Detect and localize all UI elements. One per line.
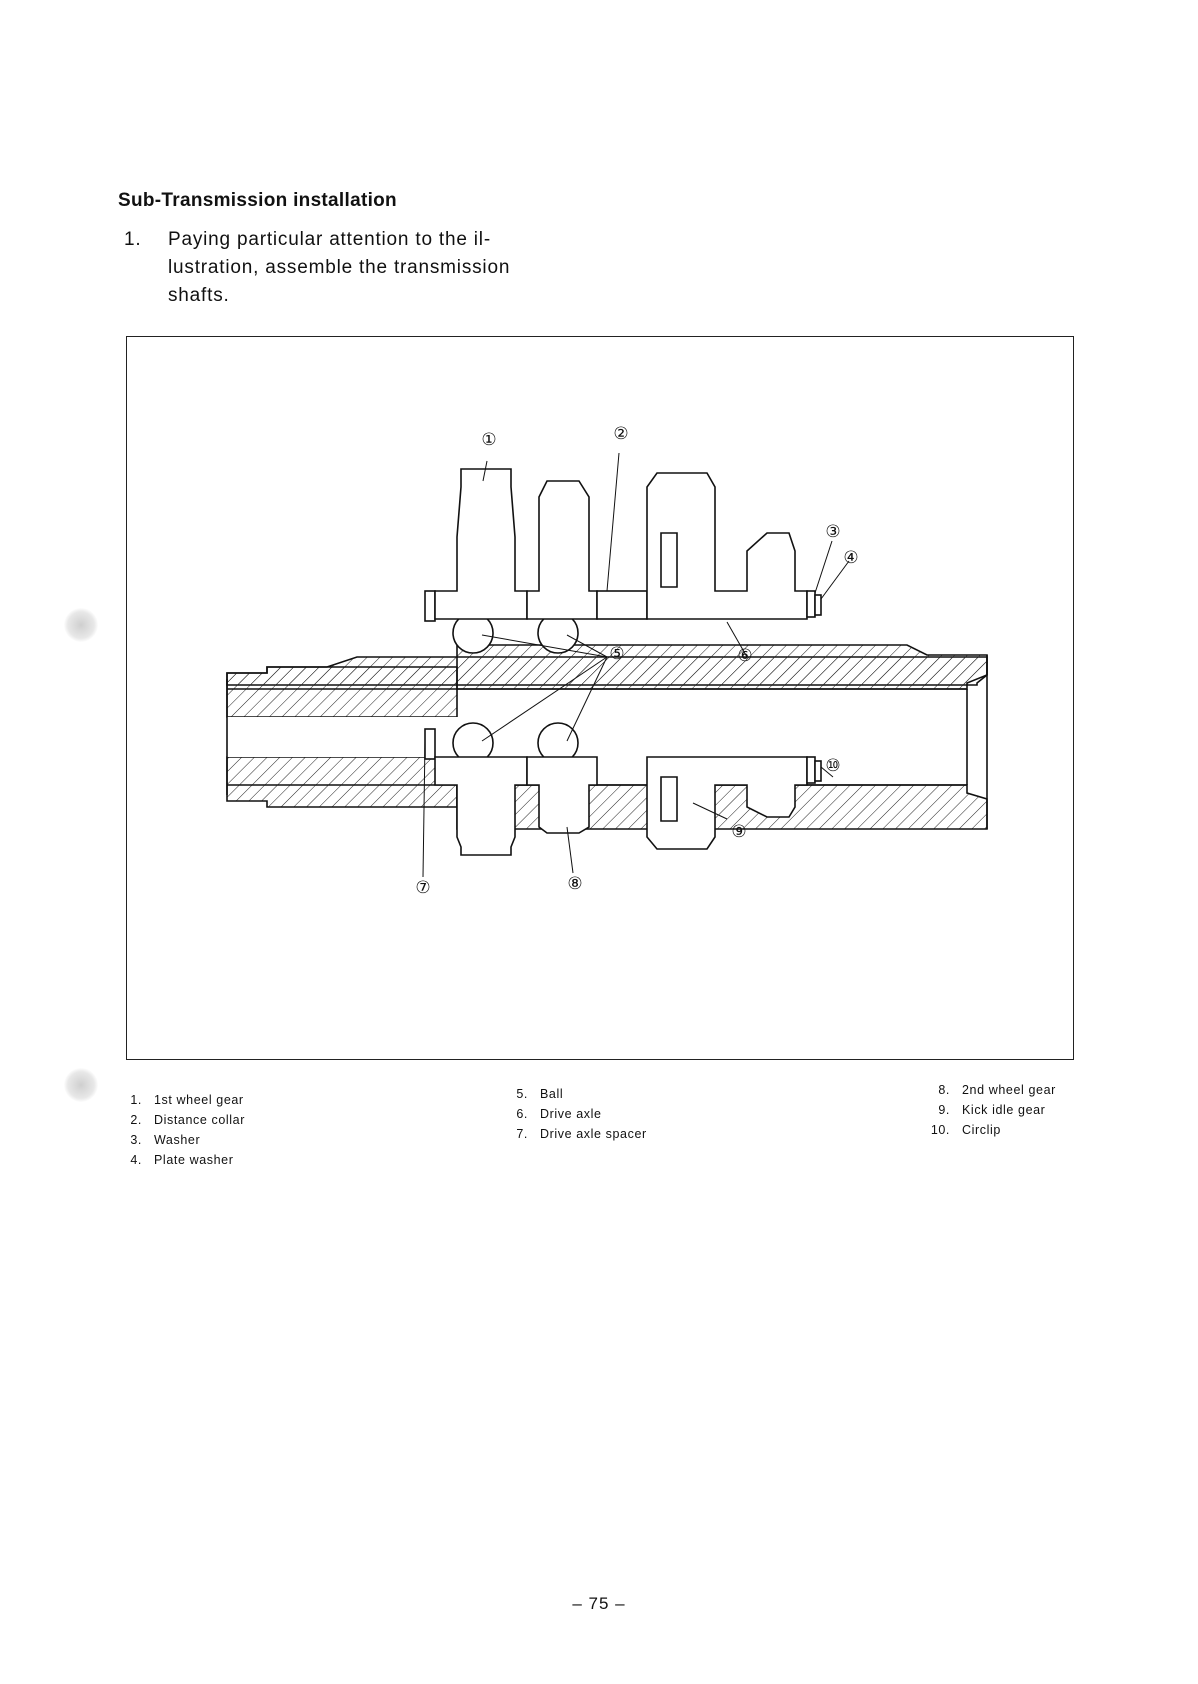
- legend-item: 4. Plate washer: [130, 1153, 234, 1167]
- legend-item: 6. Drive axle: [516, 1107, 602, 1121]
- legend-item: 7. Drive axle spacer: [516, 1127, 647, 1141]
- second-wheel-gear-top: [527, 481, 597, 619]
- drive-axle-left-upper: [227, 667, 457, 717]
- callout-6: ⑥: [737, 646, 753, 666]
- legend-column-3: [926, 1080, 1056, 1140]
- legend-item: 3. Washer: [130, 1133, 201, 1147]
- drive-axle-left-lower: [227, 757, 457, 807]
- legend-item: 1. 1st wheel gear: [130, 1093, 244, 1107]
- callout-8: ⑧: [567, 874, 583, 894]
- distance-collar: [597, 591, 647, 619]
- step-text-line: lustration, assemble the transmission: [168, 257, 511, 278]
- kick-idle-gear-bottom-slot: [661, 777, 677, 821]
- shaft-cross-section-diagram: [127, 337, 1075, 1061]
- drive-axle-right-lower: [457, 785, 987, 829]
- legend-column-1: [126, 1090, 245, 1170]
- callout-1: ①: [481, 430, 497, 450]
- first-wheel-gear-top: [435, 469, 527, 619]
- callout-2: ②: [613, 424, 629, 444]
- section-title: Sub-Transmission installation: [118, 190, 397, 211]
- step-text-line: Paying particular attention to the il-: [168, 229, 491, 250]
- punch-hole-mark: [64, 608, 98, 642]
- callout-5: ⑤: [609, 644, 625, 664]
- callout-7: ⑦: [415, 878, 431, 898]
- legend-column-2: [512, 1084, 647, 1144]
- drive-axle-spacer-bottom: [425, 729, 435, 759]
- callout-9: ⑨: [731, 822, 747, 842]
- step-text-line: shafts.: [168, 285, 230, 306]
- washer-bottom: [807, 757, 815, 783]
- circlip: [815, 761, 821, 781]
- plate-washer-top: [815, 595, 821, 615]
- legend-item: 8. 2nd wheel gear: [938, 1083, 1056, 1097]
- legend-item: 10. Circlip: [930, 1123, 1001, 1137]
- step-number: 1.: [124, 229, 142, 250]
- transmission-shaft-figure: [126, 336, 1074, 1060]
- callout-3: ③: [825, 522, 841, 542]
- drive-axle-right-upper: [457, 645, 987, 689]
- drive-axle-spacer-top: [425, 591, 435, 621]
- legend-item: 5. Ball: [516, 1087, 564, 1101]
- washer-top: [807, 591, 815, 617]
- kick-idle-gear-top-slot: [661, 533, 677, 587]
- legend-item: 9. Kick idle gear: [938, 1103, 1046, 1117]
- legend-item: 2. Distance collar: [130, 1113, 245, 1127]
- page-number: – 75 –: [572, 1594, 626, 1613]
- callout-10: ⑩: [825, 756, 841, 776]
- punch-hole-mark: [64, 1068, 98, 1102]
- callout-4: ④: [843, 548, 859, 568]
